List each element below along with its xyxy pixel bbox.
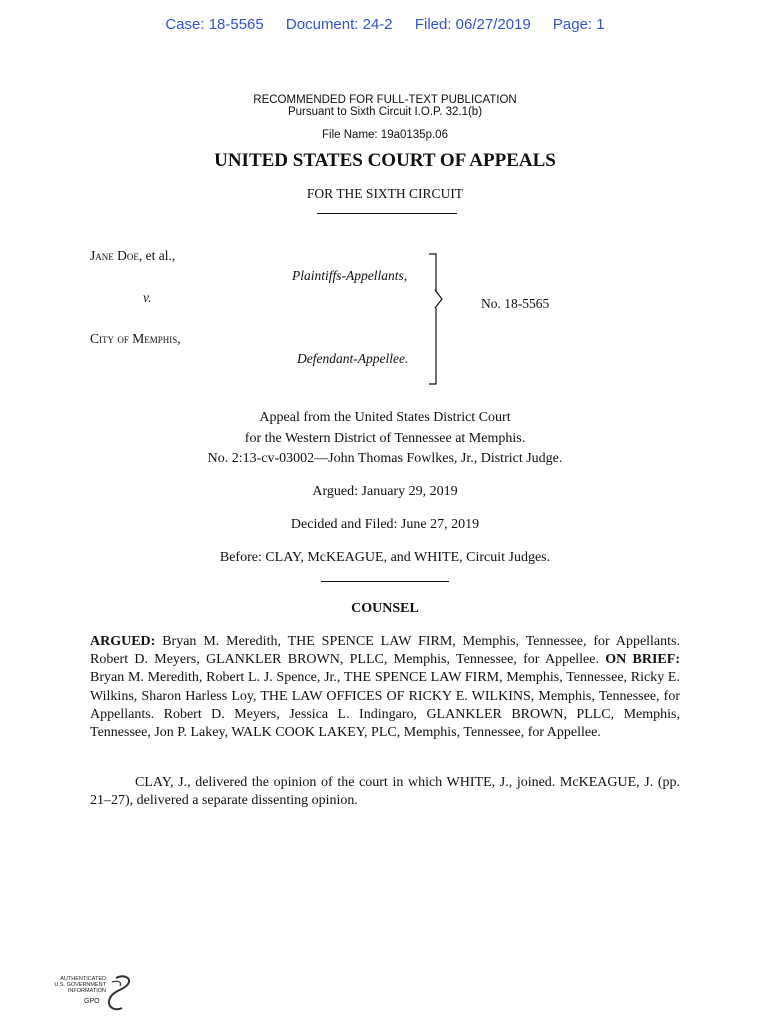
panel-judges: Before: CLAY, McKEAGUE, and WHITE, Circuit Judges. bbox=[219, 550, 551, 565]
appeal-line-3: No. 2:13-cv-03002—John Thomas Fowlkes, Jr., District Judge. bbox=[207, 451, 563, 466]
plaintiff-role: Plaintiffs-Appellants, bbox=[292, 268, 408, 283]
case-header bbox=[0, 16, 770, 33]
argued-counsel: Bryan M. Meredith, THE SPENCE LAW FIRM, Memphis, Tennessee, for Appellants. Robert D. Meyers, GLANKLER BROWN, PLLC, Memphis, Tennessee, for Appellee. bbox=[90, 634, 680, 668]
case-number-label: Case: 18-5565 bbox=[165, 16, 264, 33]
seal-line-2: U.S. GOVERNMENT bbox=[54, 982, 106, 989]
gpo-authentication-seal bbox=[44, 972, 136, 1018]
counsel-heading: COUNSEL bbox=[351, 601, 419, 616]
case-number: No. 18-5565 bbox=[481, 296, 550, 311]
seal-line-1: AUTHENTICATED bbox=[60, 976, 106, 982]
page-number-label: Page: 1 bbox=[552, 16, 605, 33]
defendant-name: City of Memphis, bbox=[90, 331, 181, 346]
on-brief-label: ON BRIEF: bbox=[605, 652, 680, 668]
file-name: File Name: 19a0135p.06 bbox=[322, 129, 448, 141]
court-title: UNITED STATES COURT OF APPEALS bbox=[214, 150, 556, 171]
counsel-paragraph bbox=[90, 633, 680, 742]
seal-line-3: INFORMATION bbox=[67, 988, 106, 995]
appeal-line-2: for the Western District of Tennessee at Memphis. bbox=[244, 430, 526, 446]
versus-label: v. bbox=[143, 290, 152, 305]
opinion-note: CLAY, J., delivered the opinion of the court in which WHITE, J., joined. McKEAGUE, J. (pp. 21–27), delivered a separate dissenting opinion. bbox=[90, 775, 680, 809]
panel-divider bbox=[321, 581, 449, 582]
publication-recommendation: RECOMMENDED FOR FULL-TEXT PUBLICATION bbox=[253, 94, 517, 106]
plaintiff-name: Jane Doe, et al., bbox=[90, 248, 176, 263]
argued-date: Argued: January 29, 2019 bbox=[312, 484, 458, 499]
caption-bracket bbox=[425, 252, 449, 386]
court-subtitle: FOR THE SIXTH CIRCUIT bbox=[306, 186, 464, 201]
decided-date: Decided and Filed: June 27, 2019 bbox=[290, 517, 480, 532]
defendant-role: Defendant-Appellee. bbox=[297, 351, 409, 366]
publication-rule-reference: Pursuant to Sixth Circuit I.O.P. 32.1(b) bbox=[287, 106, 483, 118]
filed-date-label: Filed: 06/27/2019 bbox=[414, 16, 531, 33]
seal-gpo-text: GPO bbox=[84, 998, 100, 1005]
appeal-line-1: Appeal from the United States District Court bbox=[259, 410, 511, 425]
title-divider bbox=[317, 213, 457, 214]
document-number-label: Document: 24-2 bbox=[285, 16, 393, 33]
brief-counsel: Bryan M. Meredith, Robert L. J. Spence, Jr., THE SPENCE LAW FIRM, Memphis, Tennessee, Ricky E. Wilkins, Sharon Harless Loy, THE LAW OFFICES OF RICKY E. WILKINS, Memphis, Tennessee, for Appellants. Robert D. Meyers, Jessica L. Indingaro, GLANKLER BROWN, PLLC, Memphis, Tennessee, Jon P. Lakey, WALK COOK LAKEY, PLC, Memphis, Tennessee, for Appellee. bbox=[90, 670, 680, 741]
argued-label: ARGUED: bbox=[90, 634, 156, 649]
